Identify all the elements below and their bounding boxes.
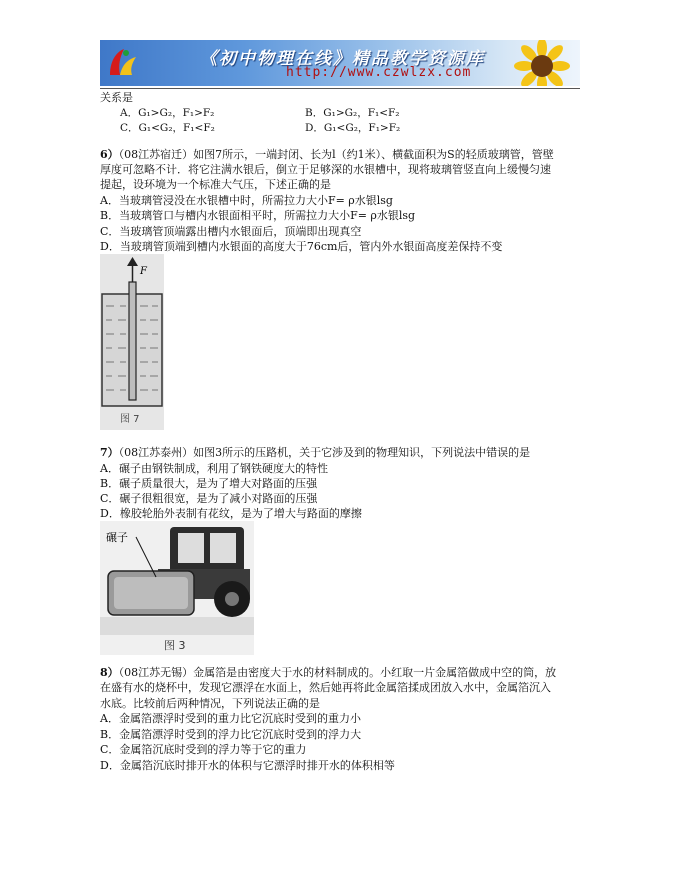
header-banner — [100, 40, 580, 86]
site-title: 《初中物理在线》精品教学资源库 — [200, 49, 485, 69]
q8-line-2: 在盛有水的烧杯中，发现它漂浮在水面上，然后她再将此金属箔揉成团放入水中，金属箔沉入 — [100, 681, 551, 694]
q6-option-c: C．当玻璃管顶端露出槽内水银面后，顶端即出现真空 — [100, 225, 362, 238]
q6-figure-caption: 图 7 — [120, 414, 140, 425]
q7-figure-road-roller — [100, 521, 254, 655]
q6-option-d: D．当玻璃管顶端到槽内水银面的高度大于76cm后，管内外水银面高度差保持不变 — [100, 240, 503, 253]
q7-option-c: C．碾子很粗很宽，是为了减小对路面的压强 — [100, 492, 318, 505]
q8-number: 8） — [100, 666, 119, 679]
prev-option-b: B．G₁>G₂，F₁<F₂ — [305, 107, 400, 119]
q8-option-d: D．金属箔沉底时排开水的体积与它漂浮时排开水的体积相等 — [100, 759, 395, 772]
q6-number: 6） — [100, 148, 119, 161]
q8-line-3: 水底。比较前后两种情况，下列说法正确的是 — [100, 697, 320, 710]
q7-option-b: B．碾子质量很大，是为了增大对路面的压强 — [100, 477, 318, 490]
prev-option-d: D．G₁<G₂，F₁>F₂ — [305, 122, 401, 134]
q6-figure-force-label: F — [140, 266, 147, 277]
q8-line-1 — [100, 666, 556, 680]
q6-line-1 — [100, 148, 554, 162]
q7-figure-caption: 图 3 — [164, 639, 186, 652]
q6-option-a: A．当玻璃管浸没在水银槽中时，所需拉力大小F= ρ水银lsg — [100, 194, 393, 207]
q7-number: 7） — [100, 446, 119, 459]
q7-option-d: D．橡胶轮胎外表制有花纹，是为了增大与路面的摩擦 — [100, 507, 362, 520]
q7-line-1 — [100, 446, 530, 460]
q8-option-c: C．金属箔沉底时受到的浮力等于它的重力 — [100, 743, 307, 756]
prev-option-c: C．G₁<G₂，F₁<F₂ — [120, 122, 215, 134]
q7-stem: （08江苏泰州）如图3所示的压路机，关于它涉及到的物理知识，下列说法中错误的是 — [118, 446, 531, 459]
q6-line-3: 提起，设环境为一个标准大气压，下述正确的是 — [100, 178, 331, 191]
sunflower-icon — [512, 40, 572, 86]
prev-option-a: A．G₁>G₂，F₁>F₂ — [120, 107, 215, 119]
site-url[interactable]: http://www.czwlzx.com — [286, 65, 472, 80]
q8-stem-1: （08江苏无锡）金属箔是由密度大于水的材料制成的。小红取一片金属箔做成中空的筒，放 — [118, 666, 557, 679]
q6-line-2: 厚度可忽略不计．将它注满水银后，倒立于足够深的水银槽中，现将玻璃管竖直向上缓慢匀速 — [100, 163, 551, 176]
q8-option-b: B．金属箔漂浮时受到的浮力比它沉底时受到的浮力大 — [100, 728, 362, 741]
site-logo — [104, 45, 140, 81]
prev-question-tail: 关系是 — [100, 91, 133, 104]
q6-figure-mercury-tube — [100, 254, 164, 430]
q6-stem-1: （08江苏宿迁）如图7所示，一端封闭、长为l（约1米）、横截面积为S的轻质玻璃管，管壁 — [118, 148, 554, 161]
q8-option-a: A．金属箔漂浮时受到的重力比它沉底时受到的重力小 — [100, 712, 361, 725]
q7-option-a: A．碾子由钢铁制成，利用了钢铁硬度大的特性 — [100, 462, 328, 475]
q6-option-b: B．当玻璃管口与槽内水银面相平时，所需拉力大小F= ρ水银lsg — [100, 209, 416, 222]
q7-figure-label: 碾子 — [106, 531, 128, 544]
header-rule — [100, 88, 580, 89]
